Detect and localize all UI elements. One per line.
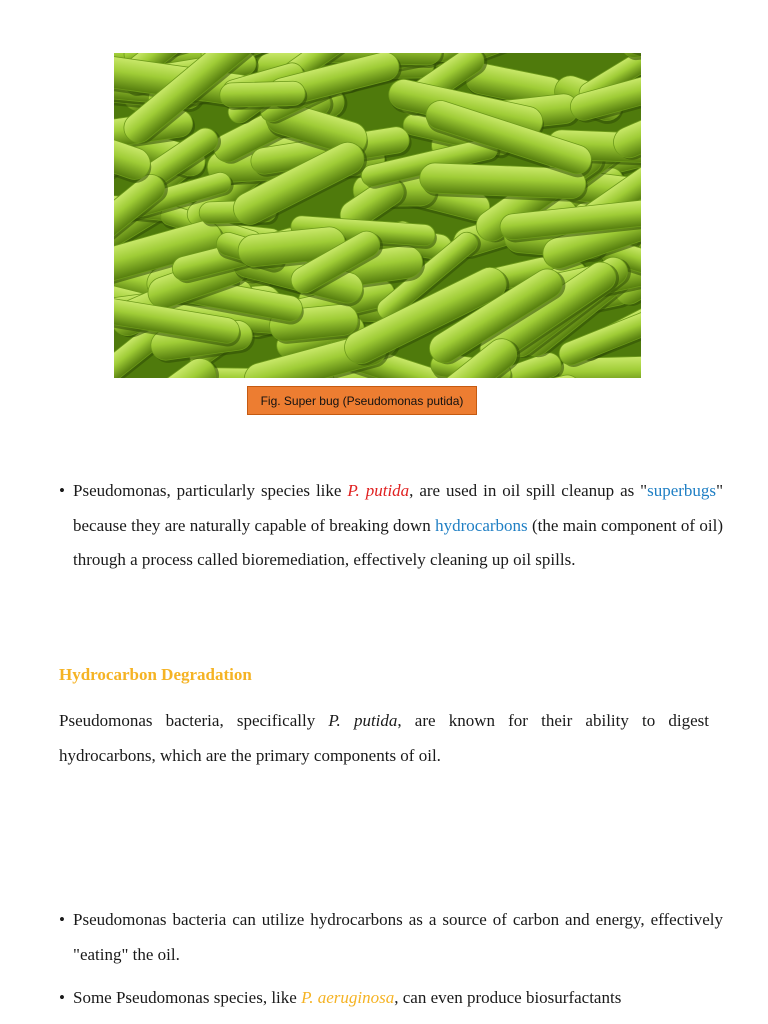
term-superbugs: superbugs: [647, 481, 717, 500]
intro-bullet: • Pseudomonas, particularly species like P. putida, are used in oil spill cleanup as "superbugs" because they are naturally capable of breaking down hydrocarbons (the main component of oil) through a process called bioremediation, effectively cleaning up oil spills.: [59, 474, 723, 578]
list-item: • Pseudomonas bacteria can utilize hydrocarbons as a source of carbon and energy, effectively "eating" the oil.: [59, 903, 723, 972]
term-hydrocarbons: hydrocarbons: [435, 515, 528, 535]
bacteria-micrograph-image: [114, 53, 641, 378]
bullet-marker: •: [59, 988, 65, 1007]
figure-caption: Fig. Super bug (Pseudomonas putida): [247, 386, 477, 415]
bullet-marker: •: [59, 910, 65, 929]
species-p-putida-italic: P. putida: [328, 711, 398, 730]
species-p-putida: P. putida: [347, 481, 410, 500]
section-paragraph: Pseudomonas bacteria, specifically P. putida, are known for their ability to digest hydrocarbons, which are the primary components of oil.: [59, 711, 710, 765]
list-item: • Some Pseudomonas species, like P. aeruginosa, can even produce biosurfactants: [59, 981, 723, 1016]
bullet-marker: •: [59, 481, 65, 500]
section-heading: Hydrocarbon Degradation: [59, 665, 252, 684]
species-p-aeruginosa: P. aeruginosa: [301, 988, 395, 1007]
